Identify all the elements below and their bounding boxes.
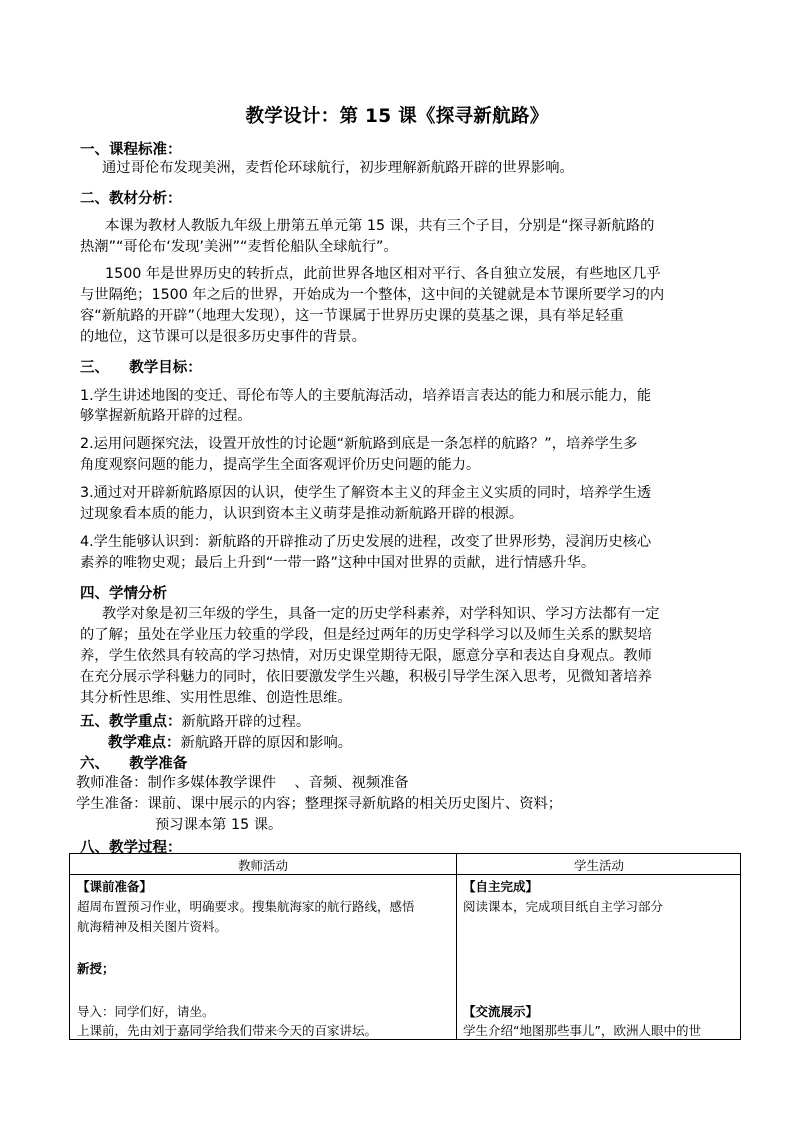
table-header-student: 学生活动 <box>573 858 624 873</box>
student-prep-text: 学生准备：课前、课中展示的内容；整理探寻新航路的相关历史图片、资料； <box>76 796 563 812</box>
goal-4-line2: 素养的唯物史观；最后上升到“一带一路”这种中国对世界的贡献，进行情感升华。 <box>80 555 596 571</box>
teacher-line-4: 上课前，先由刘于嘉同学给我们带来今天的百家讲坛。 <box>77 1023 378 1038</box>
section-4-heading: 四、学情分析 <box>80 586 167 602</box>
section-4-line2: 的了解；虽处在学业压力较重的学段，但是经过两年的历史学科学习以及师生关系的默契培 <box>80 627 652 643</box>
section-2-p2-line3: 容“新航路的开辟”（地理大发现），这一节课属于世界历史课的莫基之课，具有举足轻重 <box>80 308 624 324</box>
goal-3-line2: 过现象看本质的能力，认识到资本主义萌芽是推动新航路开辟的根源。 <box>80 506 524 522</box>
goal-1-line2: 够掌握新航路开辟的过程。 <box>80 408 252 424</box>
student-prep-text-2: 预习课本第 15 课。 <box>155 817 283 833</box>
goal-2-line1: 2.运用问题探究法，设置开放性的讨论题“新航路到底是一条怎样的航路？”，培养学生多 <box>80 436 638 452</box>
teacher-line-3: 导入：同学们好，请坐。 <box>77 1004 215 1019</box>
section-4-line5: 其分析性思维、实用性思维、创造性思维。 <box>80 690 352 706</box>
difficulty-heading: 教学难点： <box>108 735 181 751</box>
section-4-line4: 在充分展示学科魅力的同时，依旧要激发学生兴趣，积极引导学生深入思考，见微知著培养 <box>80 669 652 685</box>
table-header-teacher: 教师活动 <box>237 858 288 873</box>
section-2-p1-line1: 本课为教材人教版九年级上册第五单元第 15 课，共有三个子目，分别是“探寻新航路的 <box>105 218 655 234</box>
section-4-line1: 教学对象是初三年级的学生，具备一定的历史学科素养，对学科知识、学习方法都有一定 <box>102 606 660 622</box>
student-line-2: 学生介绍“地图那些事儿”，欧洲人眼中的世 <box>463 1023 701 1038</box>
student-line-1: 阅读课本，完成项目纸自主学习部分 <box>463 899 664 914</box>
section-8-heading: 八、教学过程： <box>80 840 182 856</box>
section-2-heading: 二、教材分析： <box>80 191 182 207</box>
section-4-line3: 养，学生依然具有较高的学习热情，对历史课堂期待无限，愿意分享和表达自身观点。教师 <box>80 648 652 664</box>
section-2-p2-line4: 的地位，这节课可以是很多历史事件的背景。 <box>80 329 366 345</box>
teacher-prep-text: 教师准备：制作多媒体教学课件 、音频、视频准备 <box>76 775 409 791</box>
teacher-tag-new: 新授； <box>77 961 115 976</box>
section-2-p2-line1: 1500 年是世界历史的转折点，此前世界各地区相对平行、各自独立发展，有些地区几乎 <box>105 266 661 282</box>
goal-4-line1: 4.学生能够认识到：新航路的开辟推动了历史发展的进程，改变了世界形势，浸润历史核心 <box>80 534 652 550</box>
student-tag-share: 【交流展示】 <box>463 1004 539 1019</box>
teacher-line-2: 航海精神及相关图片资料。 <box>77 919 228 934</box>
section-1-text: 通过哥伦布发现美洲，麦哲伦环球航行，初步理解新航路开辟的世界影响。 <box>102 160 574 176</box>
table-column-divider <box>456 854 457 1039</box>
goal-3-line1: 3.通过对开辟新航路原因的认识，使学生了解资本主义的拜金主义实质的同时，培养学生透 <box>80 485 652 501</box>
section-5-row2 <box>108 731 352 753</box>
section-5-row1 <box>80 710 310 732</box>
section-6-heading: 六、 教学准备 <box>80 756 188 772</box>
section-3-heading: 三、 教学目标： <box>80 360 202 376</box>
teacher-line-1: 超周布置预习作业，明确要求。搜集航海家的航行路线，感悟 <box>77 899 415 914</box>
table-header-divider <box>70 874 740 875</box>
section-5-heading: 五、教学重点： <box>80 714 182 730</box>
section-1-heading: 一、课程标准： <box>80 142 182 158</box>
goal-1-line1: 1.学生讲述地图的变迁、哥伦布等人的主要航海活动，培养语言表达的能力和展示能力，能 <box>80 388 652 404</box>
section-2-p1-line2: 热潮”“哥伦布‘发现’美洲”“麦哲伦船队全球航行”。 <box>80 239 398 255</box>
teacher-tag-prep: 【课前准备】 <box>77 879 153 894</box>
key-point-text: 新航路开辟的过程。 <box>181 714 311 730</box>
section-2-p2-line2: 与世隔绝；1500 年之后的世界，开始成为一个整体，这中间的关键就是本节课所要学习的内 <box>80 287 665 303</box>
student-tag-self: 【自主完成】 <box>463 879 539 894</box>
document-title: 教学设计：第 15 课《探寻新航路》 <box>245 106 549 127</box>
teaching-process-table <box>69 853 741 1040</box>
goal-2-line2: 角度观察问题的能力，提高学生全面客观评价历史问题的能力。 <box>80 457 481 473</box>
difficulty-text: 新航路开辟的原因和影响。 <box>180 735 353 751</box>
